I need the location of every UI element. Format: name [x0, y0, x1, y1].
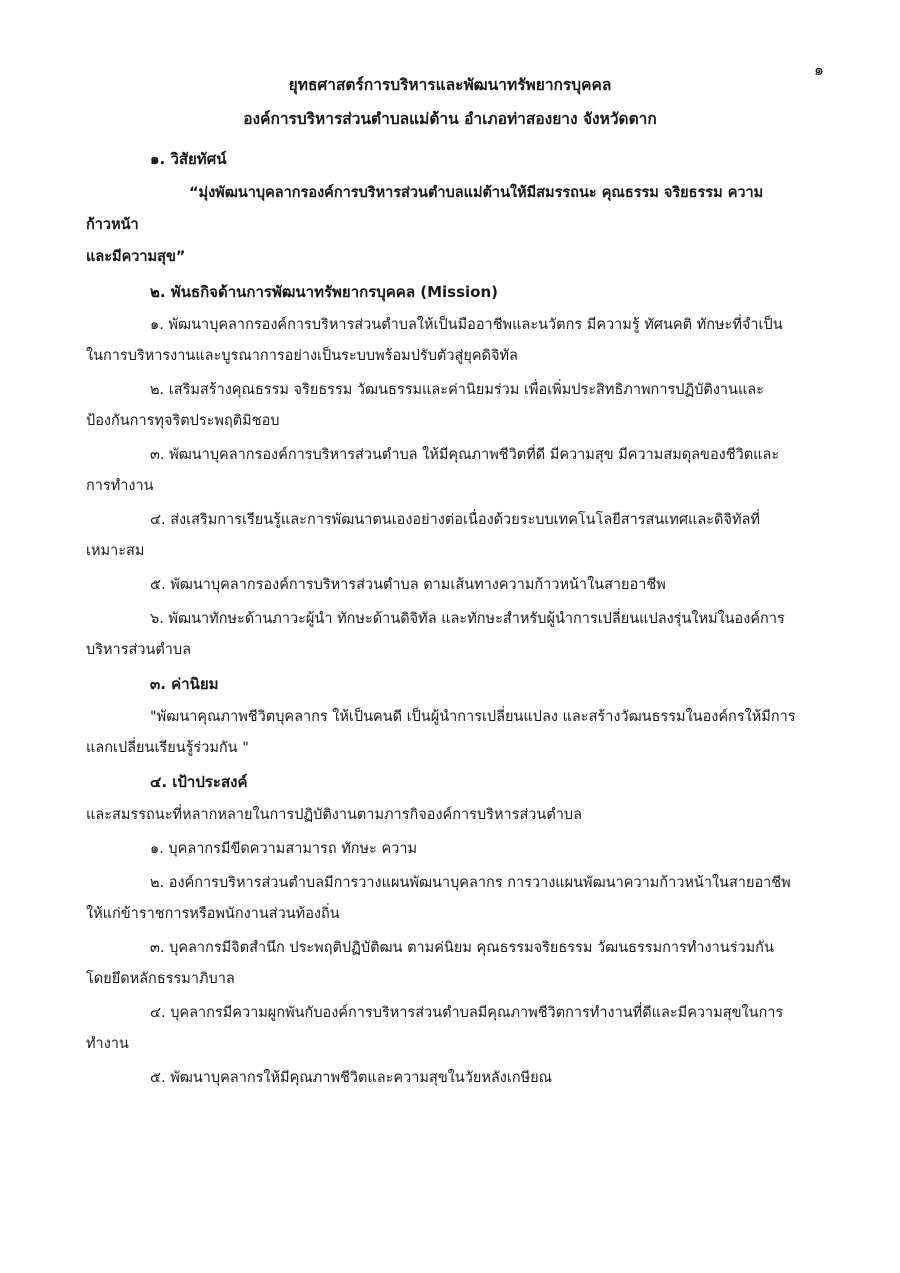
- objective-item-line-1: ๕. พัฒนาบุคลากรให้มีคุณภาพชีวิตและความสุขในวัยหลังเกษียณ: [150, 1070, 553, 1086]
- objective-item: [86, 1063, 814, 1094]
- objective-item: [86, 834, 814, 865]
- mission-item-line-1: ๕. พัฒนาบุคลากรองค์การบริหารส่วนตำบล ตามเส้นทางความก้าวหน้าในสายอาชีพ: [150, 577, 666, 593]
- objective-item-line-1: ๑. บุคลากรมีขีดความสามารถ ทักษะ ความ: [150, 841, 418, 857]
- objective-item-line-1: ๓. บุคลากรมีจิตสำนึก ประพฤติปฏิบัติฒน ตามค่นิยม คุณธรรมจริยธรรม วัฒนธรรมการทำงานร่วมกัน: [150, 940, 774, 956]
- objective-item-line-2: ให้แก่ข้าราชการหรือพนักงานส่วนท้องถิ่น: [86, 906, 340, 922]
- vision-heading: ๑. วิสัยทัศน์: [150, 150, 227, 168]
- values-heading: ๓. ค่านิยม: [150, 675, 219, 693]
- document-title: [86, 68, 814, 136]
- mission-item: [86, 570, 814, 601]
- objective-item-line-1: ๒. องค์การบริหารส่วนตำบลมีการวางแผนพัฒนาบุคลากร การวางแผนพัฒนาความก้าวหน้าในสายอาชีพ: [150, 875, 791, 891]
- page-number: ๑: [813, 60, 824, 79]
- values-line-1: "พัฒนาคุณภาพชีวิตบุคลากร ให้เป็นคนดี เป็นผู้นำการเปลี่ยนแปลง และสร้างวัฒนธรรมในองค์กรให้มีการ: [150, 709, 796, 725]
- objective-item-line-2: โดยยึดหลักธรรมาภิบาล: [86, 971, 235, 987]
- mission-item: [86, 310, 814, 372]
- mission-item: [86, 604, 814, 666]
- objective-item: [86, 933, 814, 995]
- title-line-2: องค์การบริหารส่วนตำบลแม่ต้าน อำเภอท่าสองยาง จังหวัดตาก: [243, 110, 657, 128]
- mission-heading: ๒. พันธกิจด้านการพัฒนาทรัพยากรบุคคล (Mission): [150, 283, 499, 301]
- mission-item-line-2: บริหารส่วนตำบล: [86, 642, 192, 658]
- mission-item: [86, 505, 814, 567]
- objectives-intro: และสมรรถนะที่หลากหลายในการปฏิบัติงานตามภารกิจองค์การบริหารส่วนตำบล: [86, 807, 582, 823]
- objective-item-line-1: ๔. บุคลากรมีความผูกพันกับองค์การบริหารส่วนตำบลมีคุณภาพชีวิตการทำงานที่ดีและมีความสุขในการ: [150, 1005, 784, 1021]
- mission-item-line-1: ๖. พัฒนาทักษะด้านภาวะผู้นำ ทักษะด้านดิจิทัล และทักษะสำหรับผู้นำการเปลี่ยนแปลงรุ่นใหม่ในองค์การ: [150, 611, 785, 627]
- mission-item-line-2: เหมาะสม: [86, 543, 145, 559]
- mission-item-line-2: การทำงาน: [86, 478, 154, 494]
- objective-item: [86, 998, 814, 1060]
- mission-item-line-1: ๓. พัฒนาบุคลากรองค์การบริหารส่วนตำบล ให้มีคุณภาพชีวิตที่ดี มีความสุข มีความสมดุลของชีวิตและ: [150, 447, 780, 463]
- objective-item-line-2: ทำงาน: [86, 1036, 129, 1052]
- objective-item: [86, 868, 814, 930]
- mission-item-line-1: ๒. เสริมสร้างคุณธรรม จริยธรรม วัฒนธรรมและค่านิยมร่วม เพื่อเพิ่มประสิทธิภาพการปฏิบัติงานและ: [150, 382, 764, 398]
- mission-item-line-1: ๑. พัฒนาบุคลากรองค์การบริหารส่วนตำบลให้เป็นมืออาชีพและนวัตกร มีความรู้ ทัศนคติ ทักษะที่จำเป็น: [150, 317, 783, 333]
- mission-item-line-2: ป้องกันการทุจริตประพฤติมิชอบ: [86, 413, 280, 429]
- mission-item: [86, 440, 814, 502]
- objectives-heading: ๔. เป้าประสงค์: [150, 773, 248, 791]
- mission-item-line-2: ในการบริหารงานและบูรณาการอย่างเป็นระบบพร้อมปรับตัวสู่ยุคดิจิทัล: [86, 348, 518, 364]
- vision-line-2: และมีความสุข”: [86, 249, 186, 265]
- vision-statement: [86, 177, 814, 273]
- mission-item: [86, 375, 814, 437]
- mission-item-line-1: ๔. ส่งเสริมการเรียนรู้และการพัฒนาตนเองอย่างต่อเนื่องด้วยระบบเทคโนโลยีสารสนเทศและดิจิทัลที่: [150, 512, 760, 528]
- vision-line-1: “มุ่งพัฒนาบุคลากรองค์การบริหารส่วนตำบลแม่ต้านให้มีสมรรถนะ คุณธรรม จริยธรรม ความก้าวหน้า: [86, 185, 764, 233]
- values-statement: [86, 702, 814, 764]
- title-line-1: ยุทธศาสตร์การบริหารและพัฒนาทรัพยากรบุคคล: [288, 76, 612, 94]
- values-line-2: แลกเปลี่ยนเรียนรู้ร่วมกัน ": [86, 740, 249, 756]
